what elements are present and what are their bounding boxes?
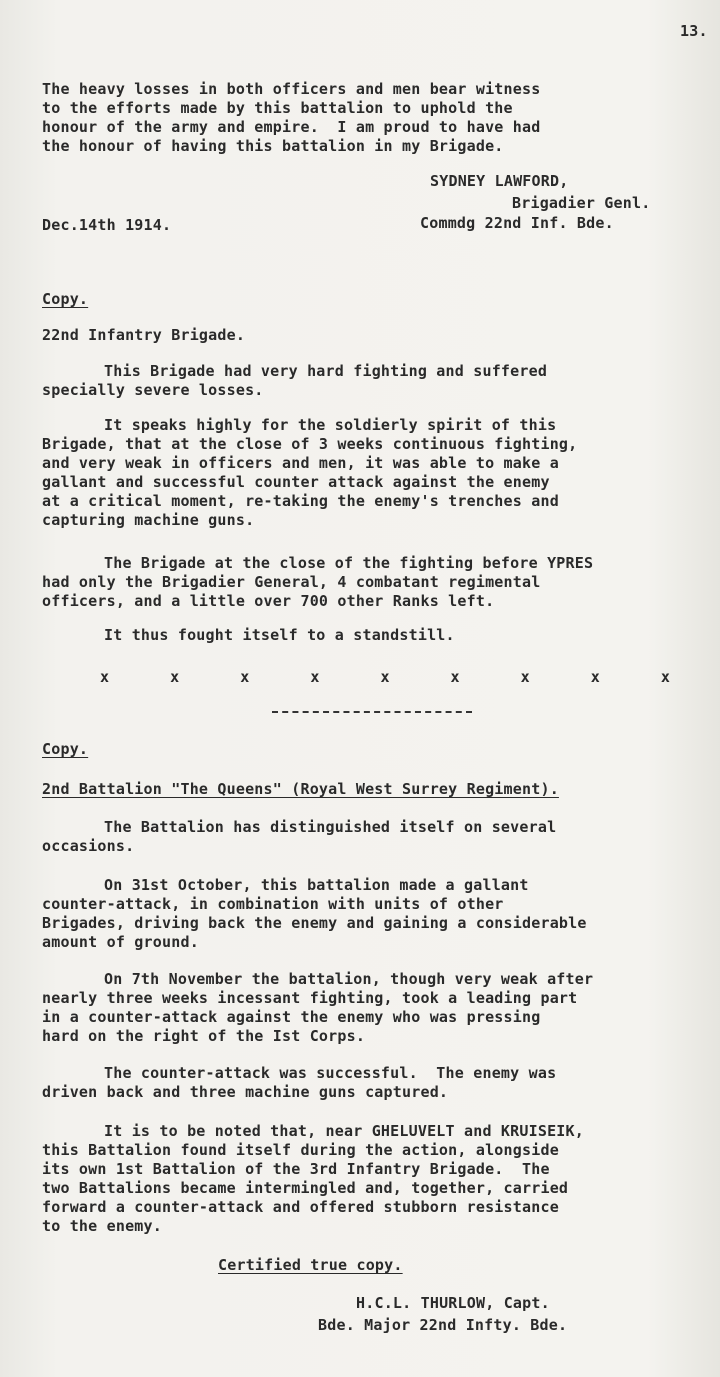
x-mark: x: [380, 668, 390, 686]
letter1-line: to the efforts made by this battalion to uphold the: [42, 99, 513, 117]
signature-rank: Brigadier Genl.: [512, 194, 651, 212]
signature-unit: Commdg 22nd Inf. Bde.: [420, 214, 614, 232]
section-heading: 22nd Infantry Brigade.: [42, 326, 246, 344]
certified-statement: Certified true copy.: [218, 1256, 403, 1274]
letter1-line: honour of the army and empire. I am proud to have had: [42, 118, 541, 136]
x-mark: x: [310, 668, 320, 686]
section-heading: 2nd Battalion "The Queens" (Royal West Surrey Regiment).: [42, 780, 559, 798]
paragraph-line: The Brigade at the close of the fighting before YPRES: [104, 554, 594, 572]
paragraph-line: capturing machine guns.: [42, 511, 255, 529]
paragraph-line: occasions.: [42, 837, 135, 855]
x-mark: x: [170, 668, 180, 686]
signature-name: H.C.L. THURLOW, Capt.: [356, 1294, 550, 1312]
x-mark: x: [100, 668, 110, 686]
signature-unit: Bde. Major 22nd Infty. Bde.: [318, 1316, 568, 1334]
paragraph-line: had only the Brigadier General, 4 combatant regimental: [42, 573, 541, 591]
paragraph-line: The Battalion has distinguished itself on several: [104, 818, 557, 836]
paragraph-line: It is to be noted that, near GHELUVELT and KRUISEIK,: [104, 1122, 584, 1140]
paragraph-line: It speaks highly for the soldierly spirit of this: [104, 416, 557, 434]
copy-label: Copy.: [42, 290, 89, 308]
paragraph-line: hard on the right of the Ist Corps.: [42, 1027, 366, 1045]
signature-name: SYDNEY LAWFORD,: [430, 172, 569, 190]
paragraph-line: specially severe losses.: [42, 381, 264, 399]
paragraph-line: counter-attack, in combination with units of other: [42, 895, 504, 913]
paragraph-line: at a critical moment, re-taking the enemy's trenches and: [42, 492, 559, 510]
paragraph-line: Brigade, that at the close of 3 weeks continuous fighting,: [42, 435, 578, 453]
paragraph-line: The counter-attack was successful. The enemy was: [104, 1064, 557, 1082]
x-mark: x: [590, 668, 600, 686]
paragraph-line: this Battalion found itself during the action, alongside: [42, 1141, 559, 1159]
page-number: 13.: [680, 22, 708, 40]
paragraph-line: in a counter-attack against the enemy who was pressing: [42, 1008, 541, 1026]
paragraph-line: On 7th November the battalion, though very weak after: [104, 970, 594, 988]
paragraph-line: On 31st October, this battalion made a gallant: [104, 876, 529, 894]
paragraph-line: This Brigade had very hard fighting and suffered: [104, 362, 548, 380]
letter1-line: The heavy losses in both officers and men bear witness: [42, 80, 541, 98]
paragraph-line: two Battalions became intermingled and, together, carried: [42, 1179, 569, 1197]
x-mark: x: [450, 668, 460, 686]
letter-date: Dec.14th 1914.: [42, 216, 172, 234]
paragraph-line: to the enemy.: [42, 1217, 162, 1235]
paragraph-line: its own 1st Battalion of the 3rd Infantry Brigade. The: [42, 1160, 550, 1178]
x-mark: x: [520, 668, 530, 686]
paragraph-line: officers, and a little over 700 other Ranks left.: [42, 592, 495, 610]
paragraph-line: Brigades, driving back the enemy and gaining a considerable: [42, 914, 587, 932]
paragraph-line: amount of ground.: [42, 933, 199, 951]
paragraph-line: driven back and three machine guns captured.: [42, 1083, 449, 1101]
paragraph-line: nearly three weeks incessant fighting, took a leading part: [42, 989, 578, 1007]
section-divider: [272, 711, 472, 713]
paragraph-line: forward a counter-attack and offered stubborn resistance: [42, 1198, 559, 1216]
paragraph-line: gallant and successful counter attack against the enemy: [42, 473, 550, 491]
paragraph-line: It thus fought itself to a standstill.: [104, 626, 455, 644]
letter1-line: the honour of having this battalion in my Brigade.: [42, 137, 504, 155]
separator-marks: [100, 668, 670, 686]
x-mark: x: [660, 668, 670, 686]
x-mark: x: [240, 668, 250, 686]
paragraph-line: and very weak in officers and men, it was able to make a: [42, 454, 559, 472]
copy-label: Copy.: [42, 740, 89, 758]
